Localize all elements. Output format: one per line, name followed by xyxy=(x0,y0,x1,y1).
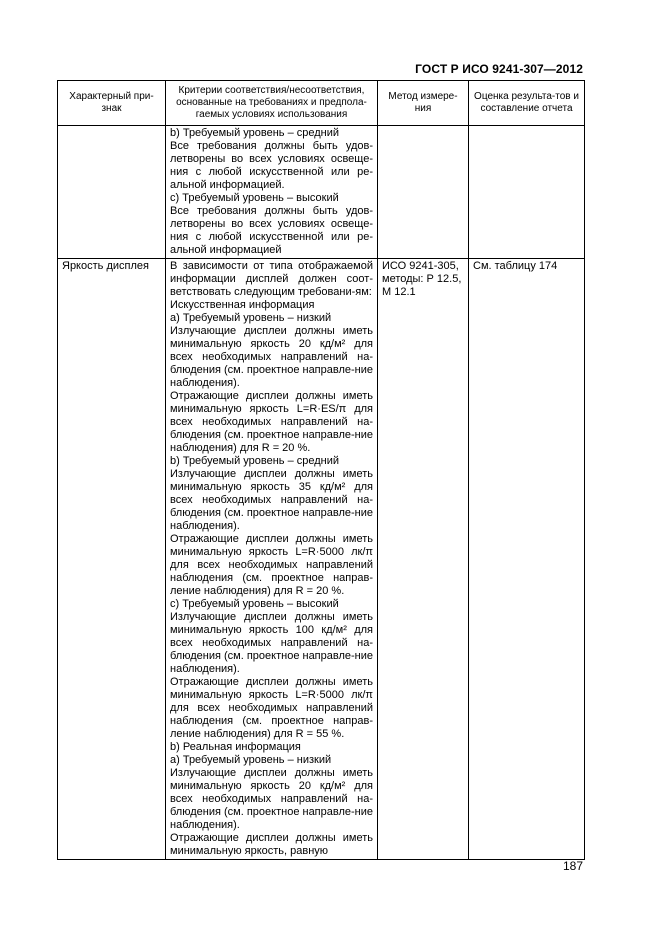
criteria-paragraph: b) Требуемый уровень – средний xyxy=(170,455,340,467)
criteria-paragraph: Все требования должны быть удов-летворены во всех условиях освеще-ния с любой искусственной или ре-альной информацией. xyxy=(170,140,373,191)
evaluation-cell xyxy=(469,126,585,259)
criteria-paragraph: Все требования должны быть удов-летворены во всех условиях освеще-ния с любой искусственной или ре-альной информацией xyxy=(170,205,373,256)
criteria-paragraph: Отражающие дисплеи должны иметь минимальную яркость L=R·ES/π для всех необходимых направлений на-блюдения (см. проектное направле-ние наблюдения) для R = 20 %. xyxy=(170,390,374,454)
criteria-paragraph: c) Требуемый уровень – высокий xyxy=(170,598,339,610)
table-header-row xyxy=(58,81,585,126)
requirements-table xyxy=(57,80,585,860)
criteria-paragraph: Излучающие дисплеи должны иметь минимальную яркость 100 кд/м² для всех необходимых направлений на-блюдения (см. проектное направле-ние наблюдения). xyxy=(170,611,374,675)
column-header-feature: Характерный при-знак xyxy=(58,81,166,126)
criteria-paragraph: Излучающие дисплеи должны иметь минимальную яркость 35 кд/м² для всех необходимых направлений на-блюдения (см. проектное направле-ние наблюдения). xyxy=(170,468,374,532)
method-cell xyxy=(378,126,469,259)
criteria-paragraph: Отражающие дисплеи должны иметь минимальную яркость L=R·5000 лк/π для всех необходимых направлений наблюдения (см. проектное направ-ление наблюдения) для R = 55 %. xyxy=(170,676,373,740)
column-header-method: Метод измере-ния xyxy=(378,81,469,126)
criteria-paragraph: b) Реальная информация xyxy=(170,741,301,753)
criteria-paragraph: Отражающие дисплеи должны иметь минимальную яркость, равную xyxy=(170,832,373,857)
page-number: 187 xyxy=(562,859,583,873)
column-header-evaluation: Оценка результа-тов и составление отчета xyxy=(469,81,585,126)
criteria-paragraph: Искусственная информация xyxy=(170,299,315,311)
criteria-paragraph: b) Требуемый уровень – средний xyxy=(170,127,340,139)
criteria-paragraph: Излучающие дисплеи должны иметь минимальную яркость 20 кд/м² для всех необходимых направлений на-блюдения (см. проектное направле-ние наблюдения). xyxy=(170,767,374,831)
criteria-paragraph: c) Требуемый уровень – высокий xyxy=(170,192,339,204)
column-header-criteria: Критерии соответствия/несоответствия, основанные на требованиях и предпола-гаемых условиях использования xyxy=(166,81,378,126)
criteria-cell xyxy=(166,126,378,259)
criteria-paragraph: а) Требуемый уровень – низкий xyxy=(170,312,332,324)
feature-cell xyxy=(58,126,166,259)
criteria-cell xyxy=(166,259,378,860)
document-code: ГОСТ Р ИСО 9241-307—2012 xyxy=(415,62,583,76)
feature-cell: Яркость дисплея xyxy=(58,259,166,860)
criteria-paragraph: В зависимости от типа отображаемой информации дисплей должен соот-ветствовать следующим требовани-ям: xyxy=(170,260,373,298)
method-cell: ИСО 9241-305, методы: Р 12.5, М 12.1 xyxy=(378,259,469,860)
criteria-paragraph: Отражающие дисплеи должны иметь минимальную яркость L=R·5000 лк/π для всех необходимых направлений наблюдения (см. проектное направ-ление наблюдения) для R = 20 %. xyxy=(170,533,373,597)
table-row-display-brightness xyxy=(58,259,585,860)
evaluation-cell: См. таблицу 174 xyxy=(469,259,585,860)
criteria-paragraph: а) Требуемый уровень – низкий xyxy=(170,754,332,766)
table-row-continuation xyxy=(58,126,585,259)
criteria-paragraph: Излучающие дисплеи должны иметь минимальную яркость 20 кд/м² для всех необходимых направлений на-блюдения (см. проектное направле-ние наблюдения). xyxy=(170,325,374,389)
